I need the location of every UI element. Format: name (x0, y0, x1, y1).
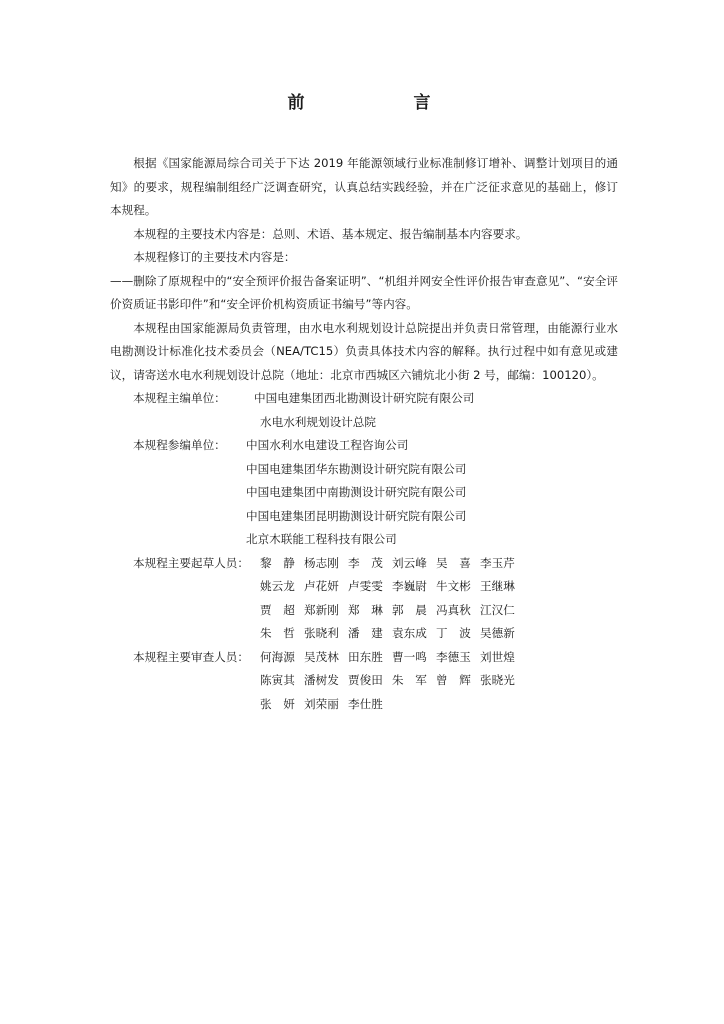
chief-units-section (110, 387, 618, 434)
deleted-items-paragraph: ——删除了原规程中的“安全预评价报告备案证明”、“机组并网安全性评价报告审查意见”、“安全评价资质证书影印件”和“安全评价机构资质证书编号”等内容。 (110, 273, 618, 311)
drafter-name: 黎 静 (260, 555, 295, 570)
reviewer-row (260, 669, 524, 693)
participating-unit: 中国水利水电建设工程咨询公司 (246, 438, 409, 452)
reviewers-section (110, 646, 618, 717)
drafter-name: 卢雯雯 (348, 579, 383, 593)
drafter-name: 杨志刚 (304, 555, 339, 570)
reviewer-name: 何海源 (260, 649, 295, 664)
participating-unit: 北京木联能工程科技有限公司 (246, 532, 397, 546)
reviewer-name: 朱 军 (392, 673, 427, 687)
reviewer-name: 曾 辉 (436, 673, 471, 687)
drafter-name: 潘 建 (348, 626, 383, 640)
reviewer-row (260, 646, 524, 670)
main-content-paragraph: 本规程的主要技术内容是：总则、术语、基本规定、报告编制基本内容要求。 (133, 226, 528, 241)
drafter-name: 张晓利 (304, 626, 339, 640)
drafter-name: 贾 超 (260, 602, 295, 617)
chief-unit: 中国电建集团西北勘测设计研究院有限公司 (254, 391, 475, 405)
drafter-row (260, 552, 524, 576)
chief-units-label: 本规程主编单位： (133, 391, 226, 405)
reviewer-name: 曹一鸣 (392, 649, 427, 664)
participating-unit: 中国电建集团中南勘测设计研究院有限公司 (246, 485, 467, 499)
reviewer-name: 李仕胜 (348, 696, 383, 711)
drafter-name: 卢花妍 (304, 579, 339, 593)
drafter-name: 李 茂 (348, 555, 383, 570)
drafters-label: 本规程主要起草人员： (133, 555, 249, 570)
intro-paragraph: 根据《国家能源局综合司关于下达 2019 年能源领域行业标准制修订增补、调整计划项目的通知》的要求，规程编制组经广泛调查研究，认真总结实践经验，并在广泛征求意见的基础上，修订本规程。 (110, 156, 618, 217)
participating-unit: 中国电建集团昆明勘测设计研究院有限公司 (246, 508, 467, 523)
management-paragraph: 本规程由国家能源局负责管理，由水电水利规划设计总院提出并负责日常管理，由能源行业水电勘测设计标准化技术委员会（NEA/TC15）负责具体技术内容的解释。执行过程中如有意见或建议，请寄送水电水利规划设计总院（地址：北京市西城区六铺炕北小街 2 号，邮编：100120）。 (110, 320, 618, 382)
drafter-name: 吴德新 (480, 626, 515, 640)
drafter-name: 牛文彬 (436, 579, 471, 593)
reviewer-name: 刘荣丽 (304, 696, 339, 711)
reviewer-name: 田东胜 (348, 649, 383, 664)
drafter-name: 朱 哲 (260, 626, 295, 640)
reviewers-label: 本规程主要审查人员： (133, 649, 249, 664)
drafter-name: 冯真秋 (436, 602, 471, 617)
chief-unit: 水电水利规划设计总院 (260, 414, 376, 429)
document-body (110, 152, 618, 716)
drafter-name: 刘云峰 (392, 555, 427, 570)
revision-content-paragraph: 本规程修订的主要技术内容是： (133, 250, 296, 264)
drafter-row (260, 622, 524, 646)
drafter-name: 李巍尉 (392, 579, 427, 593)
drafter-name: 郑 琳 (348, 602, 383, 617)
drafter-name: 袁东成 (392, 626, 427, 640)
page-title: 前 言 (287, 93, 477, 113)
drafter-name: 丁 波 (436, 626, 471, 640)
reviewer-name: 吴茂林 (304, 649, 339, 664)
drafter-name: 郭 晨 (392, 602, 427, 617)
participating-unit: 中国电建集团华东勘测设计研究院有限公司 (246, 461, 467, 476)
drafter-name: 郑新刚 (304, 602, 339, 617)
reviewer-name: 刘世煌 (480, 649, 515, 664)
reviewer-name: 贾俊田 (348, 673, 383, 687)
reviewer-row (260, 693, 392, 717)
reviewer-name: 潘树发 (304, 673, 339, 687)
reviewer-name: 李德玉 (436, 649, 471, 664)
drafter-name: 江汉仁 (480, 602, 515, 617)
drafters-section (110, 552, 618, 646)
drafter-name: 姚云龙 (260, 579, 295, 593)
reviewer-name: 张晓光 (480, 673, 515, 687)
drafter-name: 吴 喜 (436, 555, 471, 570)
drafter-row (260, 575, 524, 599)
participating-units-label: 本规程参编单位： (133, 438, 226, 452)
drafter-name: 李玉芹 (480, 555, 515, 570)
reviewer-name: 张 妍 (260, 696, 295, 711)
drafter-row (260, 599, 524, 623)
reviewer-name: 陈寅其 (260, 673, 295, 687)
drafter-name: 王继琳 (480, 579, 515, 593)
participating-units-section (110, 434, 618, 552)
